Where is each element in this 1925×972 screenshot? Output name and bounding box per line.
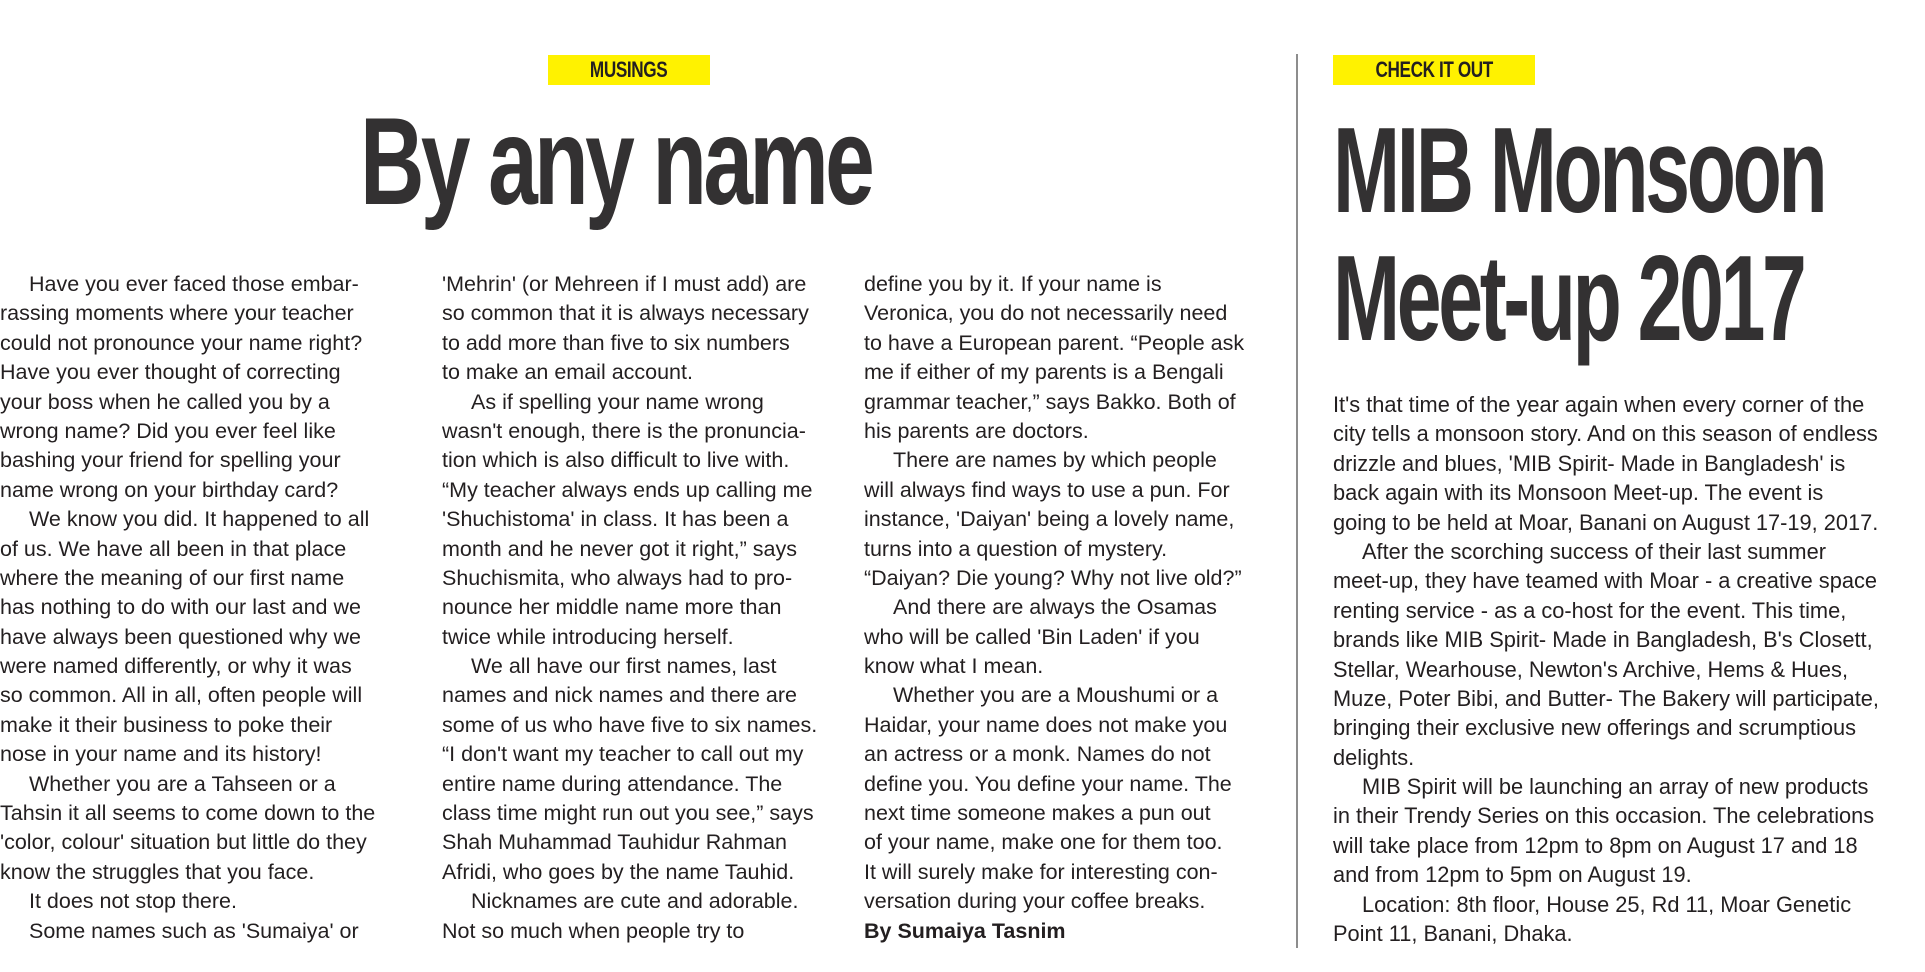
text-line: grammar teacher,” says Bakko. Both of (864, 389, 1236, 414)
text-line: your boss when he called you by a (0, 389, 330, 414)
text-line: in their Trendy Series on this occasion. The celebrations (1333, 803, 1875, 829)
text-line: will always find ways to use a pun. For (864, 477, 1230, 502)
text-line: After the scorching success of their last summer (1362, 538, 1826, 564)
text-line: have always been questioned why we (0, 624, 361, 649)
text-line: Veronica, you do not necessarily need (864, 301, 1228, 326)
text-line: It will surely make for interesting con- (864, 859, 1218, 884)
text-line: next time someone makes a pun out (864, 801, 1211, 826)
text-line: wasn't enough, there is the pronuncia- (442, 418, 806, 443)
text-line: 'Mehrin' (or Mehreen if I must add) are (442, 272, 807, 296)
headline-line-1: MIB Monsoon (1333, 102, 1825, 238)
text-line: of us. We have all been in that place (0, 536, 347, 561)
text-line: where the meaning of our first name (0, 565, 345, 590)
text-line: Location: 8th floor, House 25, Rd 11, Moar Genetic (1362, 891, 1852, 917)
section-tag-check-it-out (1333, 55, 1535, 85)
text-line: We know you did. It happened to all (29, 507, 370, 532)
text-line: drizzle and blues, 'MIB Spirit- Made in Bangladesh' is (1333, 450, 1846, 476)
text-line: entire name during attendance. The (442, 771, 783, 796)
text-line: city tells a monsoon story. And on this season of endless (1333, 421, 1878, 447)
text-line: an actress or a monk. Names do not (864, 742, 1211, 767)
text-line: to make an email account. (442, 360, 693, 385)
text-line: As if spelling your name wrong (471, 389, 764, 414)
text-line: Some names such as 'Sumaiya' or (29, 918, 359, 943)
section-tag-label: MUSINGS (590, 57, 668, 82)
text-line: Have you ever faced those embar- (29, 272, 359, 296)
text-line: bashing your friend for spelling your (0, 448, 341, 473)
text-line: to have a European parent. “People ask (864, 330, 1245, 355)
text-line: define you. You define your name. The (864, 771, 1232, 796)
text-line: will take place from 12pm to 8pm on August 17 and 18 (1333, 832, 1858, 858)
text-line: Haidar, your name does not make you (864, 712, 1228, 737)
text-line: versation during your coffee breaks. (864, 889, 1206, 914)
text-line: Nicknames are cute and adorable. (471, 889, 799, 914)
text-line: meet-up, they have teamed with Moar - a creative space (1333, 568, 1877, 594)
section-tag-label: CHECK IT OUT (1375, 57, 1493, 82)
text-line: so common that it is always necessary (442, 301, 809, 326)
text-line: back again with its Monsoon Meet-up. The event is (1333, 480, 1824, 506)
text-line: 'color, colour' situation but little do they (0, 830, 367, 855)
text-line: who will be called 'Bin Laden' if you (864, 624, 1200, 649)
text-line: were named differently, or why it was (0, 654, 352, 679)
text-line: names and nick names and there are (442, 683, 797, 708)
article-column-3 (864, 270, 1244, 946)
text-line: turns into a question of mystery. (864, 536, 1168, 561)
text-line: class time might run out you see,” says (442, 801, 814, 826)
headline-line-2: Meet-up 2017 (1333, 230, 1804, 366)
byline: By Sumaiya Tasnim (864, 918, 1066, 943)
text-line: brands like MIB Spirit- Made in Bangladesh, B's Closett, (1333, 627, 1873, 653)
text-line: to add more than five to six numbers (442, 330, 790, 355)
article-column-1 (0, 270, 375, 946)
text-line: has nothing to do with our last and we (0, 595, 361, 620)
text-line: Shuchismita, who always had to pro- (442, 565, 793, 590)
text-line: And there are always the Osamas (893, 595, 1217, 620)
text-line: “Daiyan? Die young? Why not live old?” (864, 565, 1242, 590)
text-line: “I don't want my teacher to call out my (442, 742, 804, 767)
text-line: some of us who have five to six names. (442, 712, 818, 737)
headline-by-any-name: By any name (360, 93, 872, 231)
text-line: wrong name? Did you ever feel like (0, 418, 336, 443)
column-divider (1296, 54, 1298, 948)
text-line: nounce her middle name more than (442, 595, 782, 620)
text-line: It's that time of the year again when every corner of the (1333, 392, 1865, 417)
article-body-right (1333, 390, 1879, 948)
text-line: Not so much when people try to (442, 918, 745, 943)
text-line: Point 11, Banani, Dhaka. (1333, 921, 1573, 947)
text-line: Have you ever thought of correcting (0, 360, 341, 385)
text-line: Muze, Poter Bibi, and Butter- The Bakery will participate, (1333, 685, 1879, 711)
text-line: Afridi, who goes by the name Tauhid. (442, 859, 795, 884)
text-line: delights. (1333, 744, 1415, 770)
text-line: tion which is also difficult to live with. (442, 448, 790, 473)
text-line: could not pronounce your name right? (0, 330, 363, 355)
text-line: Stellar, Wearhouse, Newton's Archive, Hems & Hues, (1333, 656, 1848, 682)
section-tag-musings (548, 55, 710, 85)
text-line: MIB Spirit will be launching an array of new products (1362, 774, 1869, 800)
text-line: 'Shuchistoma' in class. It has been a (442, 507, 789, 532)
text-line: and from 12pm to 5pm on August 19. (1333, 862, 1692, 888)
text-line: We all have our first names, last (471, 654, 777, 679)
text-line: “My teacher always ends up calling me (442, 477, 813, 502)
text-line: Whether you are a Tahseen or a (29, 771, 336, 796)
text-line: make it their business to poke their (0, 712, 333, 737)
text-line: It does not stop there. (29, 889, 237, 914)
text-line: name wrong on your birthday card? (0, 477, 339, 502)
text-line: me if either of my parents is a Bengali (864, 360, 1224, 385)
text-line: Shah Muhammad Tauhidur Rahman (442, 830, 787, 855)
text-line: There are names by which people (893, 448, 1217, 473)
text-line: Tahsin it all seems to come down to the (0, 801, 376, 826)
text-line: Whether you are a Moushumi or a (893, 683, 1219, 708)
text-line: twice while introducing herself. (442, 624, 734, 649)
text-line: define you by it. If your name is (864, 272, 1162, 296)
article-column-2 (442, 270, 817, 946)
text-line: know what I mean. (864, 654, 1044, 679)
text-line: nose in your name and its history! (0, 742, 322, 767)
text-line: his parents are doctors. (864, 418, 1089, 443)
text-line: rassing moments where your teacher (0, 301, 354, 326)
text-line: month and he never got it right,” says (442, 536, 797, 561)
text-line: going to be held at Moar, Banani on August 17-19, 2017. (1333, 509, 1879, 535)
text-line: so common. All in all, often people will (0, 683, 363, 708)
text-line: know the struggles that you face. (0, 859, 315, 884)
text-line: bringing their exclusive new offerings and scrumptious (1333, 715, 1856, 741)
text-line: of your name, make one for them too. (864, 830, 1223, 855)
text-line: instance, 'Daiyan' being a lovely name, (864, 507, 1235, 532)
text-line: renting service - as a co-host for the event. This time, (1333, 597, 1847, 623)
